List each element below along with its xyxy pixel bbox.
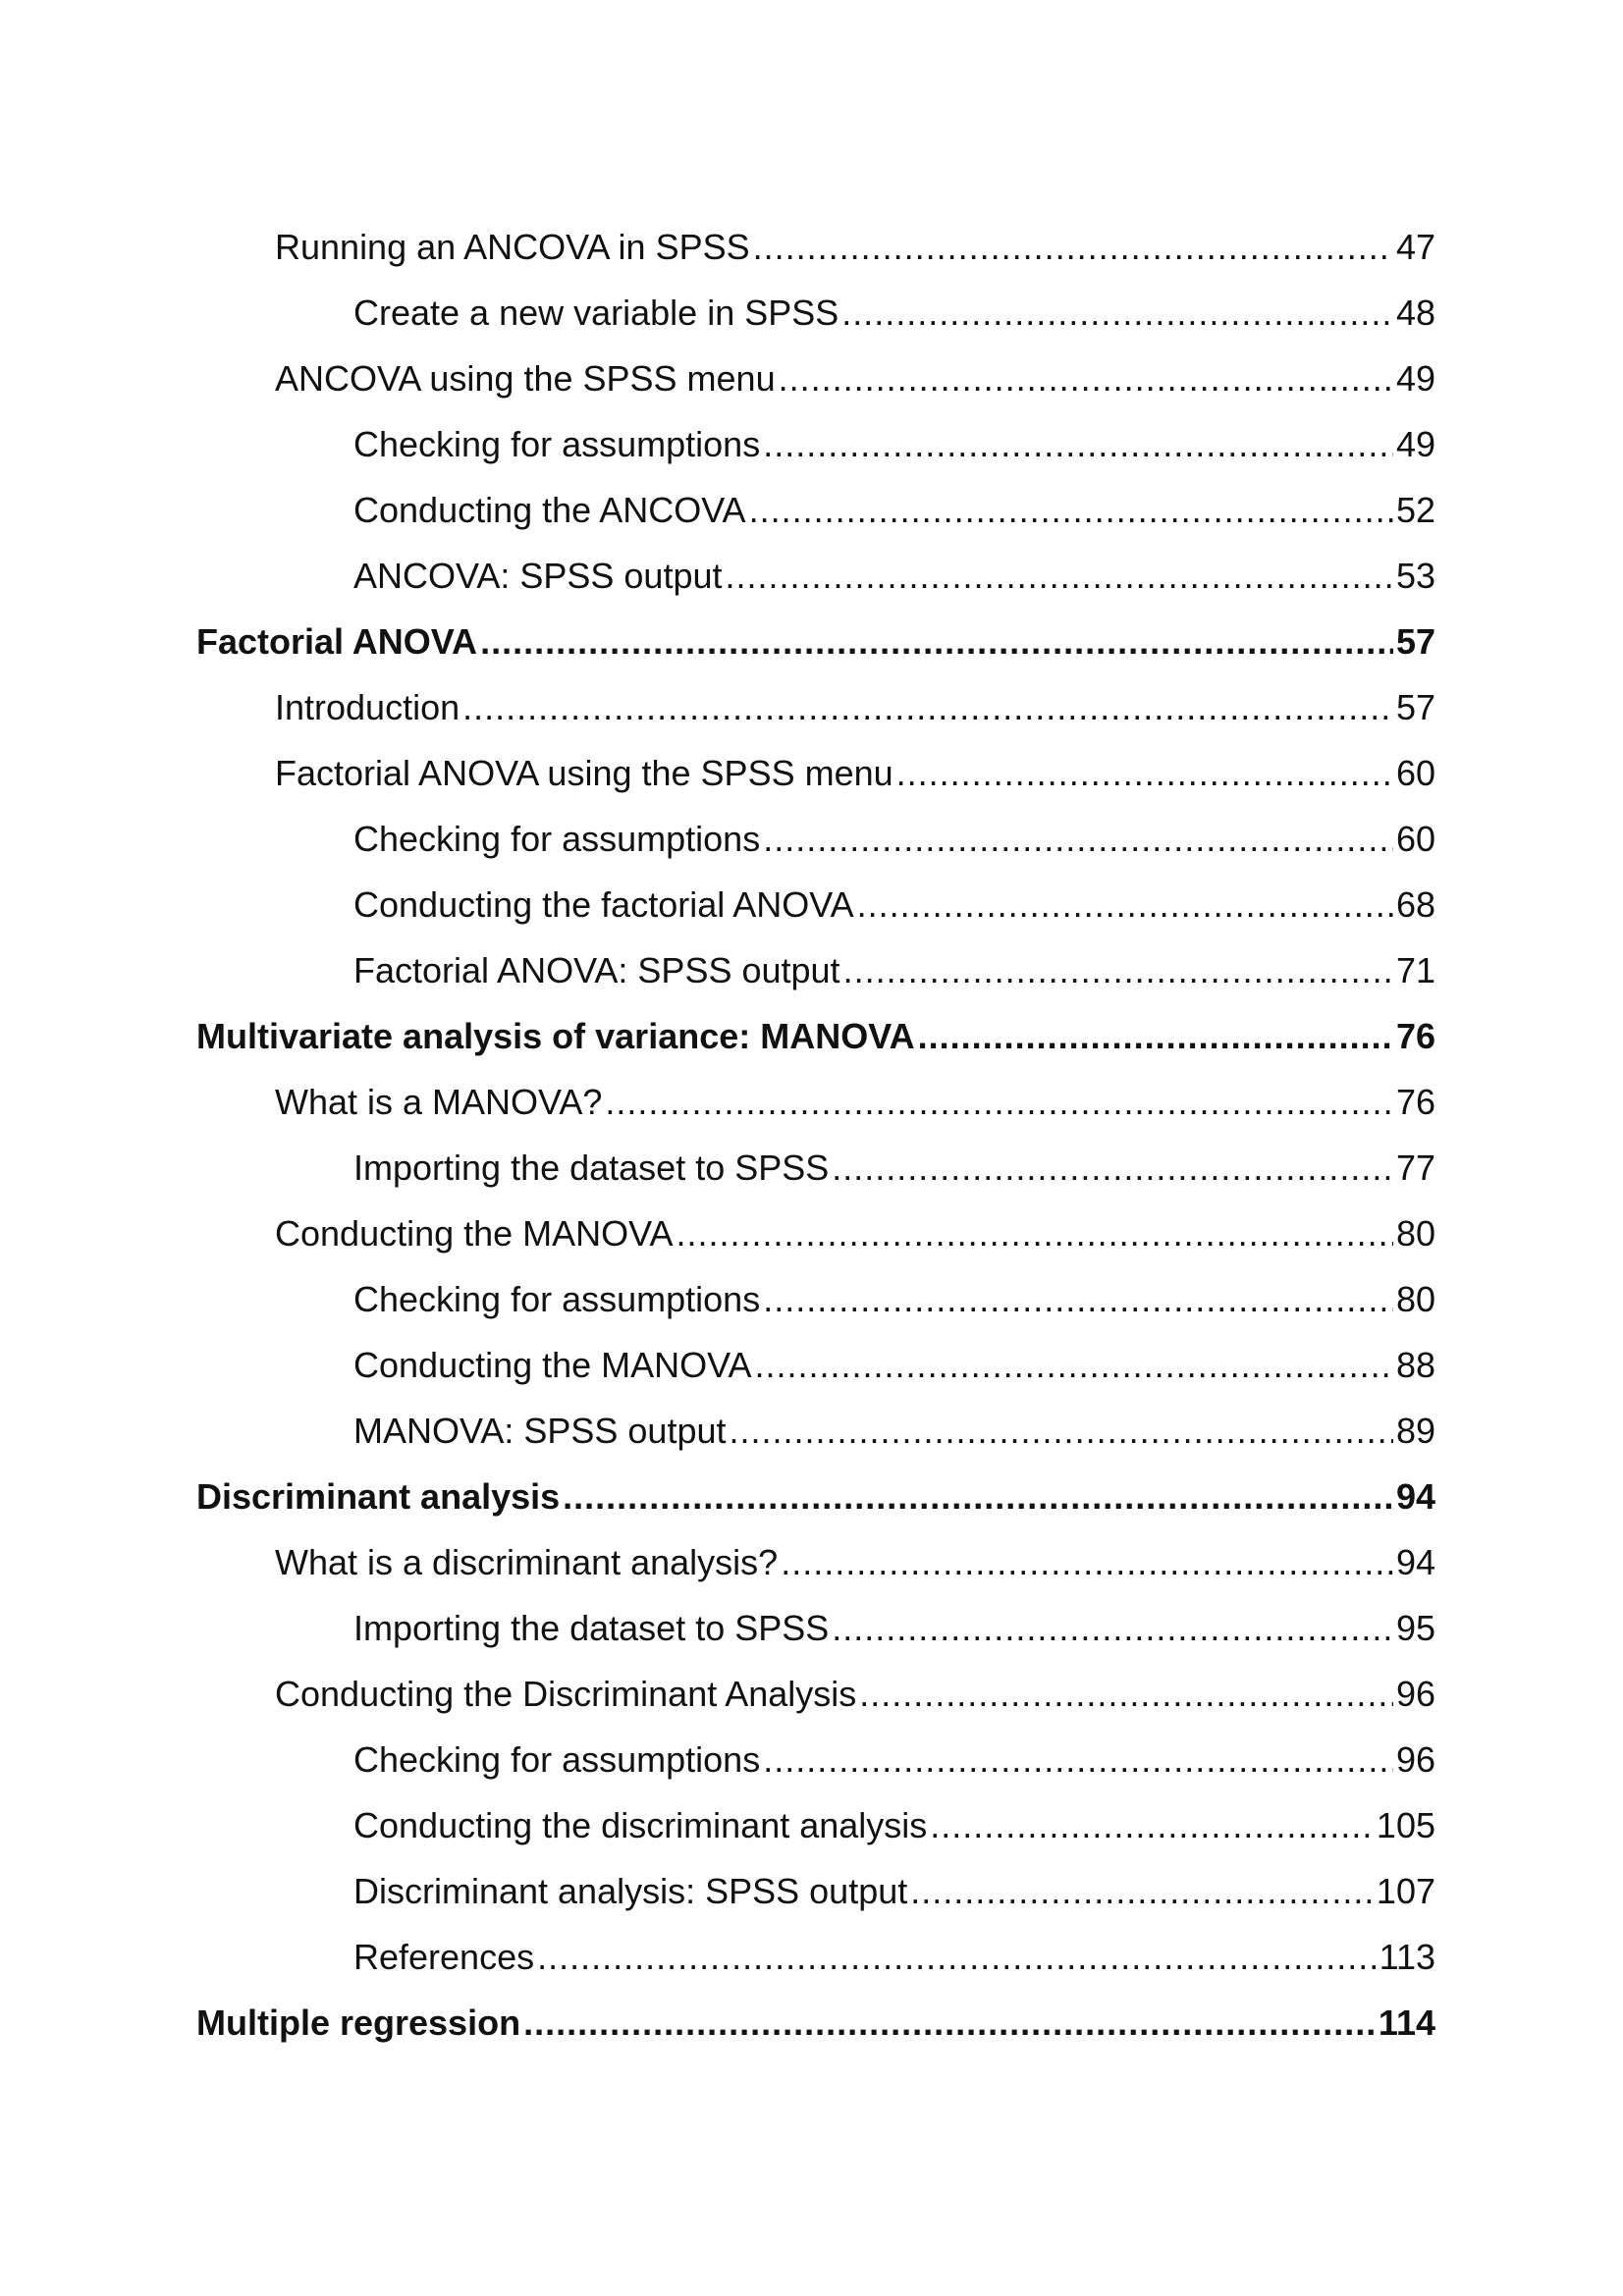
toc-subsection-entry[interactable] (196, 937, 1435, 1003)
toc-entry-page-number: 47 (1395, 227, 1435, 267)
dot-leader (480, 609, 1393, 674)
toc-entry-page-number: 88 (1395, 1345, 1435, 1385)
toc-subsection-entry[interactable] (196, 543, 1435, 609)
toc-entry-page-number: 49 (1395, 358, 1435, 399)
toc-subsection-entry[interactable] (196, 1858, 1435, 1924)
toc-entry-title: Conducting the MANOVA (275, 1213, 674, 1254)
toc-entry-title: Multivariate analysis of variance: MANOVA (196, 1016, 915, 1056)
toc-entry-title: Conducting the ANCOVA (353, 490, 746, 530)
dot-leader (763, 411, 1393, 477)
toc-subsection-entry[interactable] (196, 806, 1435, 872)
dot-leader (910, 1858, 1374, 1924)
toc-section-entry[interactable] (196, 1529, 1435, 1595)
toc-entry-title: Conducting the discriminant analysis (353, 1805, 928, 1845)
toc-entry-title: What is a MANOVA? (275, 1082, 603, 1122)
toc-entry-page-number: 105 (1376, 1805, 1435, 1845)
toc-entry-page-number: 114 (1378, 2002, 1435, 2043)
toc-subsection-entry[interactable] (196, 1398, 1435, 1464)
toc-entry-page-number: 48 (1395, 293, 1435, 333)
toc-entry-title: Create a new variable in SPSS (353, 293, 839, 333)
toc-section-entry[interactable] (196, 740, 1435, 806)
toc-entry-title: MANOVA: SPSS output (353, 1411, 727, 1451)
toc-entry-page-number: 52 (1395, 490, 1435, 530)
dot-leader (749, 477, 1393, 543)
dot-leader (755, 1332, 1393, 1398)
toc-entry-title: Importing the dataset to SPSS (353, 1608, 830, 1648)
toc-section-entry[interactable] (196, 214, 1435, 280)
toc-entry-title: Multiple regression (196, 2002, 521, 2043)
toc-subsection-entry[interactable] (196, 1924, 1435, 1990)
dot-leader (843, 937, 1393, 1003)
toc-entry-title: What is a discriminant analysis? (275, 1542, 779, 1582)
toc-entry-title: Factorial ANOVA using the SPSS menu (275, 753, 893, 793)
dot-leader (896, 740, 1393, 806)
toc-section-entry[interactable] (196, 1201, 1435, 1266)
toc-subsection-entry[interactable] (196, 1595, 1435, 1661)
dot-leader (930, 1792, 1374, 1858)
dot-leader (523, 1990, 1376, 2056)
dot-leader (763, 806, 1393, 872)
toc-entry-page-number: 89 (1395, 1411, 1435, 1451)
dot-leader (779, 346, 1393, 411)
toc-entry-title: Conducting the Discriminant Analysis (275, 1674, 857, 1714)
toc-entry-title: ANCOVA: SPSS output (353, 556, 723, 596)
toc-entry-page-number: 96 (1395, 1674, 1435, 1714)
dot-leader (763, 1727, 1393, 1792)
toc-entry-title: Factorial ANOVA (196, 621, 478, 662)
dot-leader (730, 1398, 1393, 1464)
toc-subsection-entry[interactable] (196, 872, 1435, 937)
toc-entry-title: Discriminant analysis: SPSS output (353, 1871, 908, 1911)
toc-entry-page-number: 95 (1395, 1608, 1435, 1648)
toc-subsection-entry[interactable] (196, 280, 1435, 346)
toc-entry-title: Checking for assumptions (353, 819, 761, 859)
toc-entry-page-number: 94 (1395, 1542, 1435, 1582)
dot-leader (563, 1464, 1393, 1529)
toc-entry-page-number: 71 (1395, 950, 1435, 990)
dot-leader (605, 1069, 1393, 1135)
toc-entry-page-number: 57 (1395, 621, 1435, 662)
toc-entry-page-number: 80 (1395, 1213, 1435, 1254)
toc-entry-page-number: 76 (1395, 1082, 1435, 1122)
toc-subsection-entry[interactable] (196, 411, 1435, 477)
toc-entry-page-number: 60 (1395, 753, 1435, 793)
dot-leader (832, 1135, 1393, 1201)
dot-leader (676, 1201, 1393, 1266)
toc-section-entry[interactable] (196, 1069, 1435, 1135)
toc-subsection-entry[interactable] (196, 1332, 1435, 1398)
dot-leader (781, 1529, 1393, 1595)
toc-entry-title: Importing the dataset to SPSS (353, 1148, 830, 1188)
toc-subsection-entry[interactable] (196, 1727, 1435, 1792)
toc-entry-title: Conducting the MANOVA (353, 1345, 752, 1385)
dot-leader (537, 1924, 1376, 1990)
toc-entry-title: Checking for assumptions (353, 1279, 761, 1319)
toc-section-entry[interactable] (196, 1661, 1435, 1727)
toc-entry-page-number: 60 (1395, 819, 1435, 859)
toc-entry-title: Running an ANCOVA in SPSS (275, 227, 750, 267)
toc-subsection-entry[interactable] (196, 1792, 1435, 1858)
toc-entry-title: Introduction (275, 687, 460, 727)
toc-subsection-entry[interactable] (196, 1266, 1435, 1332)
toc-chapter-entry[interactable] (196, 609, 1435, 674)
table-of-contents (196, 214, 1435, 2056)
toc-entry-page-number: 94 (1395, 1476, 1435, 1517)
toc-entry-page-number: 49 (1395, 424, 1435, 464)
toc-entry-page-number: 113 (1379, 1937, 1435, 1977)
toc-entry-page-number: 80 (1395, 1279, 1435, 1319)
toc-entry-page-number: 68 (1395, 884, 1435, 925)
toc-entry-title: Discriminant analysis (196, 1476, 561, 1517)
dot-leader (753, 214, 1393, 280)
dot-leader (918, 1003, 1393, 1069)
toc-entry-title: Conducting the factorial ANOVA (353, 884, 854, 925)
toc-section-entry[interactable] (196, 674, 1435, 740)
toc-entry-page-number: 96 (1395, 1739, 1435, 1780)
toc-chapter-entry[interactable] (196, 1464, 1435, 1529)
dot-leader (726, 543, 1393, 609)
toc-section-entry[interactable] (196, 346, 1435, 411)
dot-leader (763, 1266, 1393, 1332)
dot-leader (857, 872, 1393, 937)
toc-entry-title: Checking for assumptions (353, 1739, 761, 1780)
toc-subsection-entry[interactable] (196, 477, 1435, 543)
toc-chapter-entry[interactable] (196, 1003, 1435, 1069)
toc-entry-page-number: 107 (1376, 1871, 1435, 1911)
toc-entry-page-number: 77 (1395, 1148, 1435, 1188)
toc-chapter-entry[interactable] (196, 1990, 1435, 2056)
toc-entry-page-number: 57 (1395, 687, 1435, 727)
toc-entry-page-number: 53 (1395, 556, 1435, 596)
toc-entry-title: Checking for assumptions (353, 424, 761, 464)
toc-entry-title: References (353, 1937, 535, 1977)
toc-entry-title: Factorial ANOVA: SPSS output (353, 950, 840, 990)
dot-leader (859, 1661, 1393, 1727)
toc-entry-page-number: 76 (1395, 1016, 1435, 1056)
dot-leader (832, 1595, 1393, 1661)
dot-leader (841, 280, 1393, 346)
toc-entry-title: ANCOVA using the SPSS menu (275, 358, 776, 399)
dot-leader (462, 674, 1393, 740)
toc-subsection-entry[interactable] (196, 1135, 1435, 1201)
